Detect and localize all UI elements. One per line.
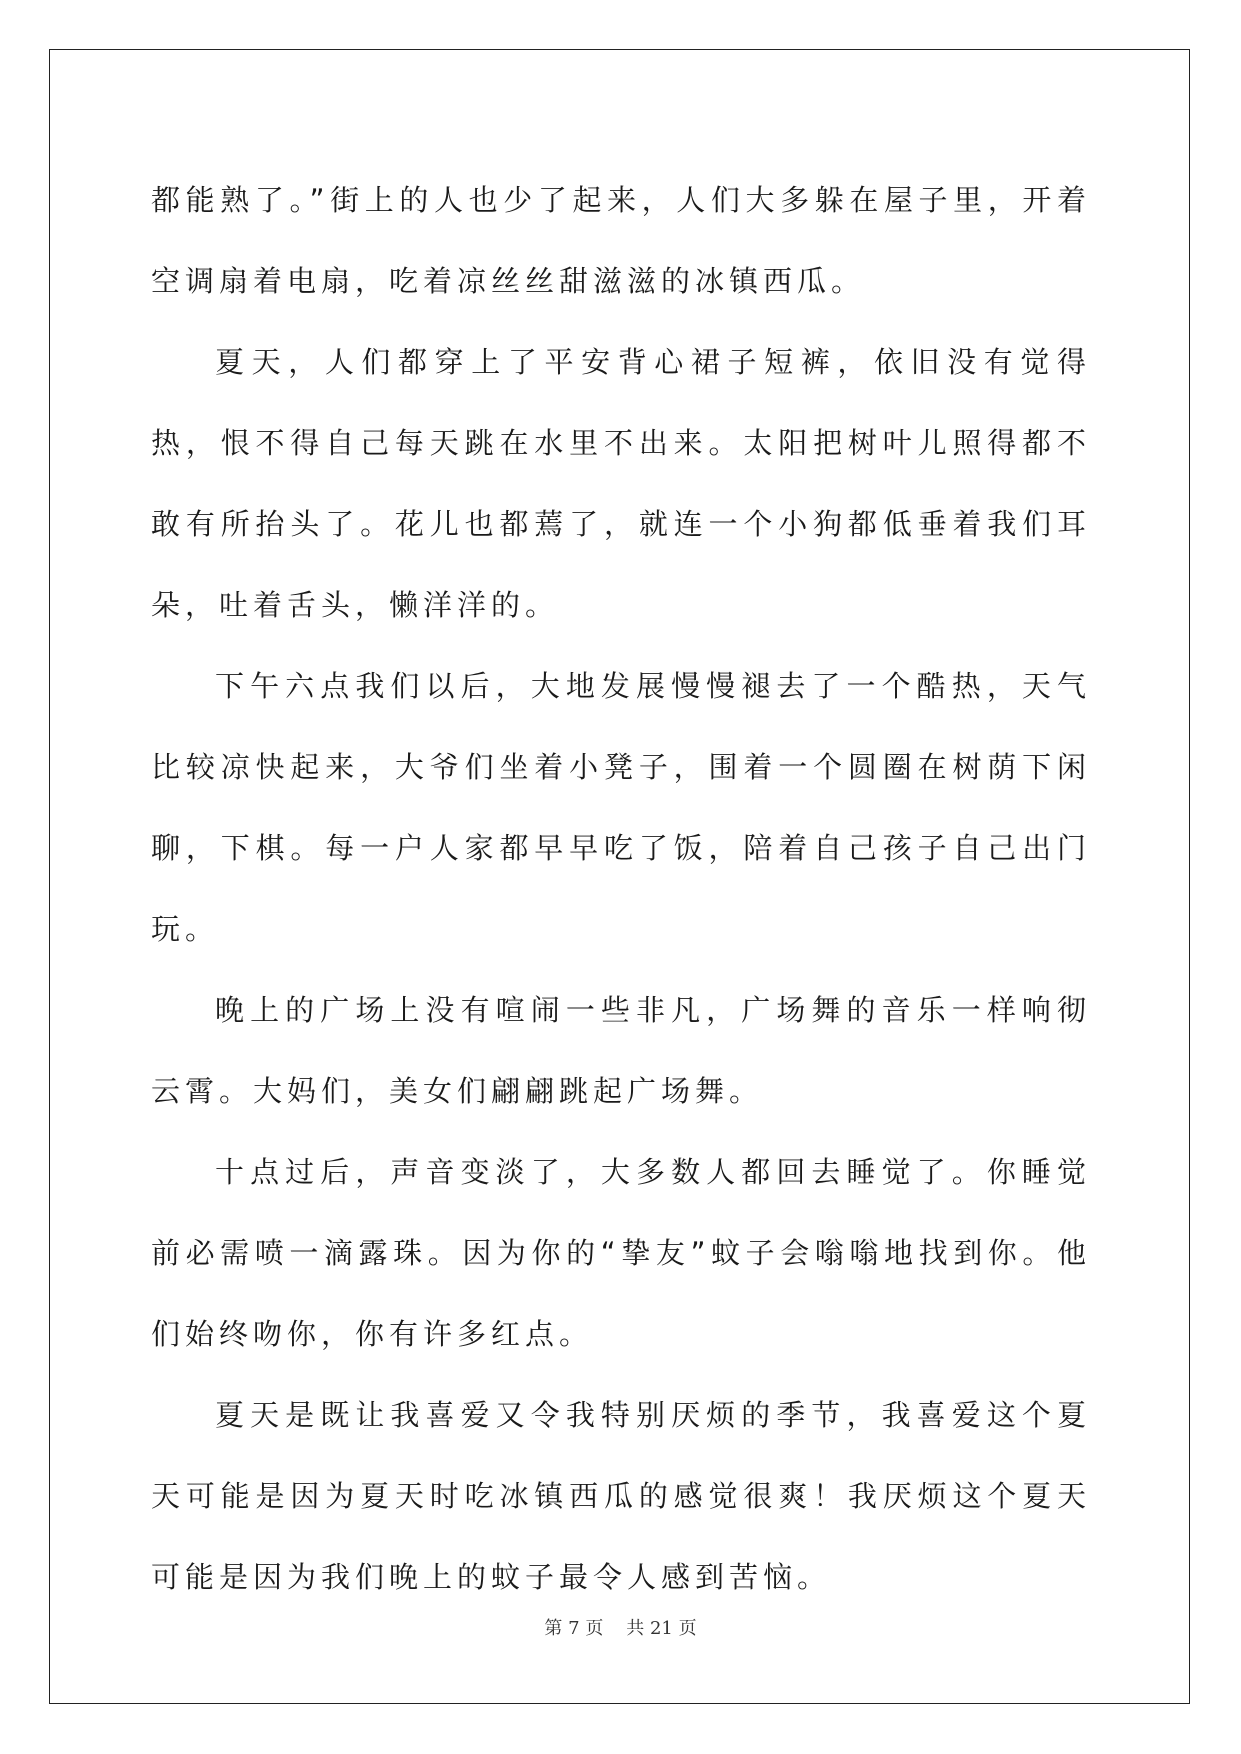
page-number: 第 7 页 (544, 1618, 604, 1639)
page-total: 共 21 页 (626, 1618, 697, 1639)
paragraph-4: 晚上的广场上没有喧闹一些非凡，广场舞的音乐一样响彻云霄。大妈们，美女们翩翩跳起广场舞。 (151, 993, 1091, 1108)
paragraph-6: 夏天是既让我喜爱又令我特别厌烦的季节，我喜爱这个夏天可能是因为夏天时吃冰镇西瓜的感觉很爽！我厌烦这个夏天可能是因为我们晚上的蚊子最令人感到苦恼。 (151, 1398, 1091, 1594)
page-footer (0, 1614, 1241, 1640)
paragraph-1: 都能熟了。”街上的人也少了起来，人们大多躲在屋子里，开着空调扇着电扇，吃着凉丝丝甜滋滋的冰镇西瓜。 (151, 183, 1091, 298)
paragraph-2: 夏天，人们都穿上了平安背心裙子短裤，依旧没有觉得热，恨不得自己每天跳在水里不出来。太阳把树叶儿照得都不敢有所抬头了。花儿也都蔫了，就连一个小狗都低垂着我们耳朵，吐着舌头，懒洋洋的。 (151, 345, 1091, 622)
document-body (151, 160, 1091, 1618)
paragraph-3: 下午六点我们以后，大地发展慢慢褪去了一个酷热，天气比较凉快起来，大爷们坐着小凳子，围着一个圆圈在树荫下闲聊，下棋。每一户人家都早早吃了饭，陪着自己孩子自己出门玩。 (151, 669, 1091, 946)
paragraph-5: 十点过后，声音变淡了，大多数人都回去睡觉了。你睡觉前必需喷一滴露珠。因为你的“挚友”蚊子会嗡嗡地找到你。他们始终吻你，你有许多红点。 (151, 1155, 1091, 1351)
